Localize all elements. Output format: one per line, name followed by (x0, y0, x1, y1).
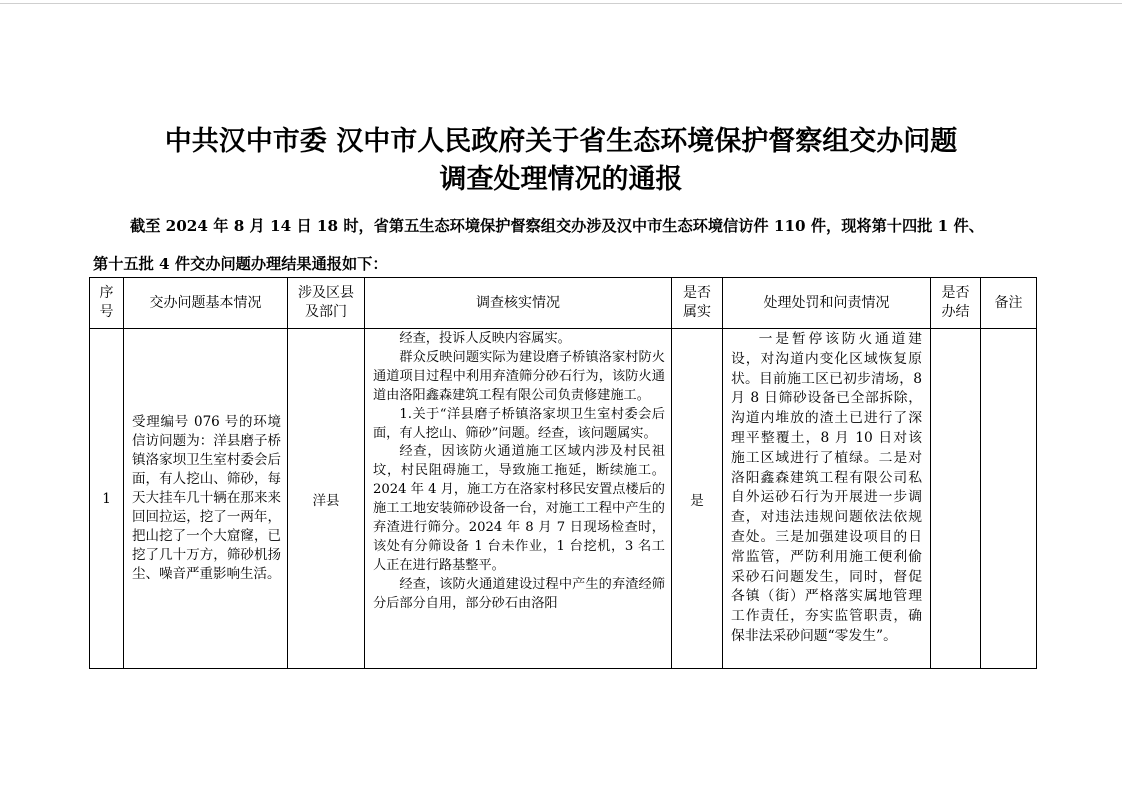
row-handling (723, 329, 931, 669)
intro-paragraph-line-2: 第十五批 4 件交办问题办理结果通报如下： (93, 255, 388, 273)
table-header-row (90, 278, 1037, 329)
investigation-paragraph: 经查，该防火通道建设过程中产生的弃渣经筛分后部分自用，部分砂石由洛阳 (373, 576, 665, 611)
handling-paragraph: 一是暂停该防火通道建设，对沟道内变化区域恢复原状。目前施工区已初步清场，8 月 8 日筛砂设备已全部拆除，沟道内堆放的渣土已进行了深理平整覆土，8 月 10 日对该施工区域进行了植绿。二是对洛阳鑫森建筑工程有限公司私自外运砂石行为开展进一步调查，对违法违规问题依法依规查处。三是加强建设项目的日常监管，严防利用施工便利偷采砂石问题发生，同时，督促各镇（街）严格落实属地管理工作责任，夯实监管职责，确保非法采砂问题“零发生”。 (731, 331, 922, 644)
header-note: 备注 (981, 278, 1037, 329)
header-investigation: 调查核实情况 (365, 278, 672, 329)
investigation-paragraph: 群众反映问题实际为建设磨子桥镇洛家村防火通道项目过程中利用弃渣筛分砂石行为，该防火通道由洛阳鑫森建筑工程有限公司负责修建施工。 (373, 349, 665, 403)
row-region: 洋县 (288, 329, 365, 669)
table-row (90, 329, 1037, 669)
intro-paragraph-line-1: 截至 2024 年 8 月 14 日 18 时，省第五生态环境保护督察组交办涉及汉中市生态环境信访件 110 件，现将第十四批 1 件、 (130, 217, 984, 235)
header-basic: 交办问题基本情况 (124, 278, 288, 329)
investigation-paragraph: 1.关于“洋县磨子桥镇洛家坝卫生室村委会后面，有人挖山、筛砂”问题。经查，该问题属实。 (373, 406, 665, 441)
row-basic-situation: 受理编号 076 号的环境信访问题为：洋县磨子桥镇洛家坝卫生室村委会后面，有人挖山、筛砂，每天大挂车几十辆在那来来回回拉运，挖了一两年，把山挖了一个大窟窿，已挖了几十万方，筛砂机扬尘、噪音严重影响生活。 (124, 329, 288, 669)
page-top-rule (0, 3, 1122, 4)
document-title-line-2: 调查处理情况的通报 (439, 164, 683, 195)
header-handling: 处理处罚和问责情况 (723, 278, 931, 329)
investigation-paragraph: 经查，投诉人反映内容属实。 (399, 331, 571, 346)
header-seq: 序 号 (90, 278, 124, 329)
row-is-true: 是 (672, 329, 723, 669)
header-region: 涉及区县 及部门 (288, 278, 365, 329)
header-is-true: 是否 属实 (672, 278, 723, 329)
header-is-done: 是否 办结 (931, 278, 981, 329)
document-title-line-1: 中共汉中市委 汉中市人民政府关于省生态环境保护督察组交办问题 (164, 126, 958, 157)
row-investigation (365, 329, 672, 669)
report-table (89, 277, 1037, 669)
row-note (981, 329, 1037, 669)
investigation-paragraph: 经查，因该防火通道施工区域内涉及村民祖坟，村民阻碍施工，导致施工拖延，断续施工。2024 年 4 月，施工方在洛家村移民安置点楼后的施工工地安装筛砂设备一台，对施工工程中产生的弃渣进行筛分。2024 年 8 月 7 日现场检查时，该处有分筛设备 1 台未作业，1 台挖机，3 名工人正在进行路基整平。 (373, 444, 665, 573)
row-seq: 1 (90, 329, 124, 669)
row-is-done (931, 329, 981, 669)
